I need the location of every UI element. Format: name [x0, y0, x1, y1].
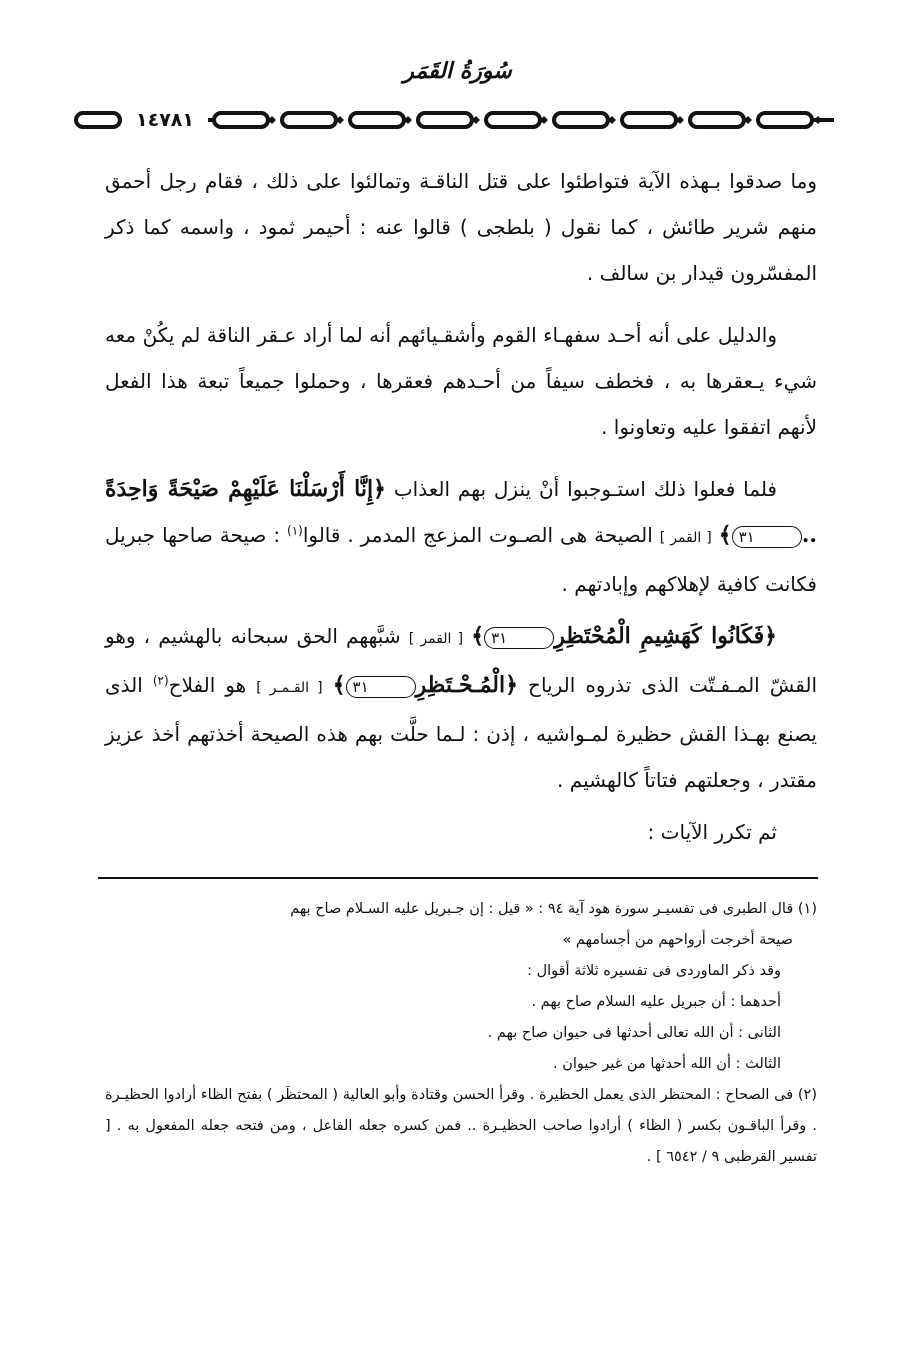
quran-verse: ﴿فَكَانُوا كَهَشِيمِ الْمُحْتَظِرِ [554, 623, 778, 649]
paragraph-3-text-c: : صيحة صاحها جبريل فكانت كافية لإهلاكهم وإبادتهم . [105, 523, 817, 596]
surah-reference: [ القـمـر ] [256, 680, 323, 696]
paragraph-2: والدليل على أنه أحـد سفهـاء القوم وأشقـيائهم أنه لما أراد عـقر الناقة لم يكُنْ معه شيء يـعقرها به ، فخطف سيفاً من أحـدهم فعقرها ، وحملوا جميعاً تبعة هذا الفعل لأنهم اتفقوا عليه وتعاونوا . [105, 323, 817, 439]
page-number: ١٤٧٨١ [122, 108, 208, 132]
surah-reference: [ القمر ] [659, 530, 712, 546]
ayah-number: ٣١ [732, 526, 802, 548]
verse-close-bracket: ﴾ [471, 623, 485, 649]
paragraph-1: وما صدقوا بـهذه الآية فتواطئوا على قتل الناقـة وتمالئوا على ذلك ، فقام رجل أحمق منهم شرير طائش ، كما نقول ( بلطجى ) قالوا عنه : أحيمر ثمود ، واسمه كما ذكر المفسّرون قيدار بن سالف . [105, 169, 817, 285]
surah-reference: [ القمر ] [408, 631, 464, 647]
ayah-number: ٣١ [346, 676, 416, 698]
footnotes [105, 894, 817, 1173]
main-text [105, 158, 817, 871]
footnote-divider [98, 877, 818, 879]
footnote-marker-2: (٢) [152, 673, 169, 688]
paragraph-5: ثم تكرر الآيات : [647, 820, 777, 844]
quran-word: ﴿الْمُـحْـتَظِرِ [415, 672, 519, 698]
ayah-number: ٣١ [484, 627, 554, 649]
footnote-1: (١) قال الطبرى فى تفسيـر سورة هود آية ٩٤ : « قيل : إن جـبريل عليه السـلام صاح بهم [290, 901, 817, 917]
paragraph-3 [105, 466, 817, 607]
footnote-1-line: الثانى : أن الله تعالى أحدثها فى حيوان صاح بهم . [487, 1025, 781, 1041]
quran-verse: ﴿إِنَّا أَرْسَلْنَا عَلَيْهِمْ صَيْحَةً وَاحِدَةً .. [105, 476, 818, 548]
verse-close-bracket: ﴾ [718, 522, 732, 548]
paragraph-4-text-a: شبَّههم الحق سبحانه بالهشيم ، وهو القشّ المـفـتّت الذى تذروه الرياح [105, 624, 818, 697]
paragraph-3-text-a: فلما فعلوا ذلك استـوجبوا أنْ ينزل بهم العذاب [393, 477, 777, 501]
footnote-1-line: الثالث : أن الله أحدثها من غير حيوان . [553, 1056, 781, 1072]
footnote-1-line: أحدهما : أن جبريل عليه السلام صاح بهم . [531, 994, 781, 1010]
paragraph-3-text-b: الصيحة هى الصـوت المزعج المدمر . قالوا [302, 523, 653, 547]
verse-close-bracket: ﴾ [332, 672, 346, 698]
footnote-marker-1: (١) [287, 523, 303, 538]
surah-title: سُورَةُ القَمَر [403, 58, 512, 84]
paragraph-4 [105, 613, 817, 803]
paragraph-4-text-b: هو الفلاح [168, 673, 247, 697]
paragraph-4-text-c: الذى يصنع بهـذا القش حظيرة لمـواشيه ، إذن : لـما حلَّت بهم هذه الصيحة أخذتهم أخذ عزيز مقتدر ، وجعلتهم فتاتاً كالهشيم . [105, 673, 817, 792]
footnote-1-continuation: صيحة أخرجت أرواحهم من أجسامهم » [562, 932, 793, 948]
footnote-1-line: وقد ذكر الماوردى فى تفسيره ثلاثة أقوال : [527, 963, 781, 979]
footnote-2: (٢) فى الصحاح : المحتظر الذى يعمل الحظيرة . وقرأ الحسن وقتادة وأبو العالية ( المحتظَر ) بفتح الظاء أرادوا الحظيـرة . وقرأ الباقـون بكسر ( الظاء ) أرادوا صاحب الحظيـرة .. فمن كسره جعله الفاعل ، ومن فتحه جعله المفعول به . [ تفسير القرطبى ٩ / ٦٥٤٢ ] . [105, 1087, 817, 1165]
